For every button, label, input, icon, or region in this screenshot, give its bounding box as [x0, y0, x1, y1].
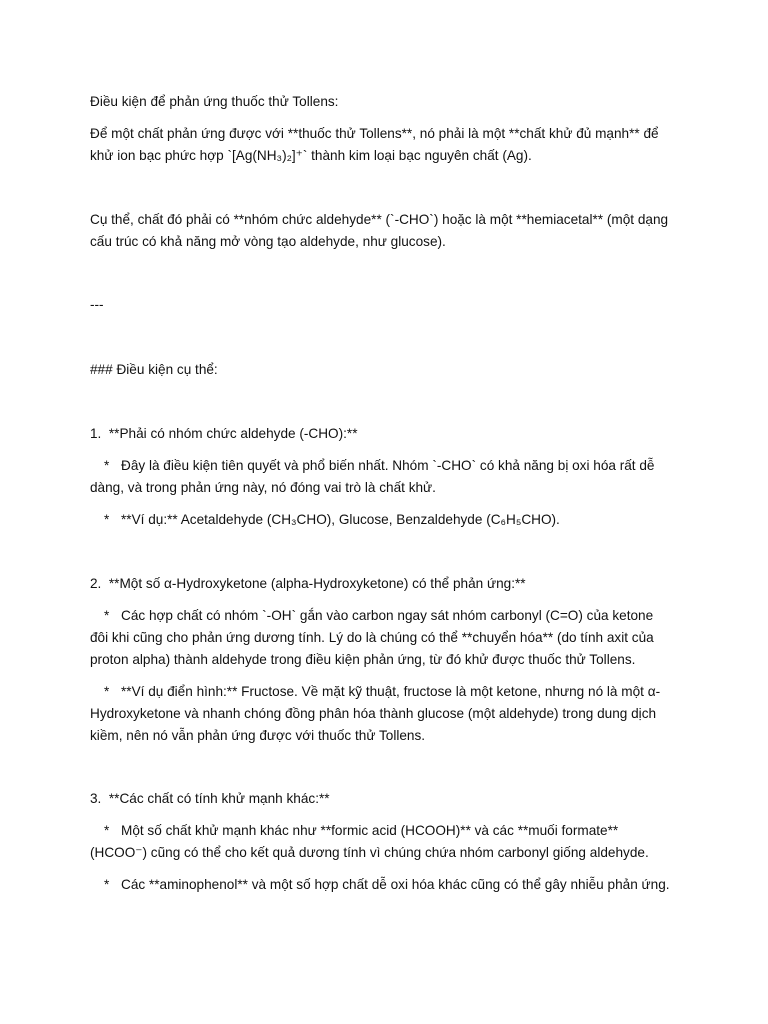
separator-line: ---: [90, 297, 104, 312]
bullet-text: **Ví dụ điển hình:** Fructose. Về mặt kỹ thuật, fructose là một ketone, nhưng nó là một α-Hydroxyketone và nhanh chóng đồng phân hóa thành glucose (một aldehyde) trong dung dịch kiềm, nên nó vẫn phản ứng được với thuốc thử Tollens.: [90, 684, 661, 743]
bullet-text: Các **aminophenol** và một số hợp chất dễ oxi hóa khác cũng có thể gây nhiễu phản ứng.: [121, 877, 670, 892]
item-2-heading: 2. **Một số α-Hydroxyketone (alpha-Hydroxyketone) có thể phản ứng:**: [90, 576, 526, 591]
item-2-bullet-1: [90, 605, 675, 671]
bullet-marker: *: [104, 512, 110, 527]
bullet-text: Một số chất khử mạnh khác như **formic acid (HCOOH)** và các **muối formate** (HCOO⁻) cũng có thể cho kết quả dương tính vì chúng chứa nhóm carbonyl giống aldehyde.: [90, 823, 649, 860]
item-2-bullet-2: [90, 681, 675, 747]
bullet-marker: *: [104, 684, 110, 699]
bullet-marker: *: [104, 608, 110, 623]
item-1-heading: 1. **Phải có nhóm chức aldehyde (-CHO):**: [90, 426, 358, 441]
item-3-bullet-2: [90, 874, 675, 896]
intro-paragraph: Để một chất phản ứng được với **thuốc thử Tollens**, nó phải là một **chất khử đủ mạnh** để khử ion bạc phức hợp `[Ag(NH₃)₂]⁺` thành kim loại bạc nguyên chất (Ag).: [90, 126, 663, 163]
bullet-marker: *: [104, 823, 110, 838]
bullet-marker: *: [104, 877, 110, 892]
section-heading: ### Điều kiện cụ thể:: [90, 362, 218, 377]
bullet-marker: *: [104, 458, 110, 473]
bullet-text: Các hợp chất có nhóm `-OH` gắn vào carbon ngay sát nhóm carbonyl (C=O) của ketone đôi khi cũng cho phản ứng dương tính. Lý do là chúng có thể **chuyển hóa** (do tính axit của proton alpha) thành aldehyde trong điều kiện phản ứng, từ đó khử được thuốc thử Tollens.: [90, 608, 658, 667]
item-1-bullet-1: [90, 455, 675, 499]
specific-paragraph: Cụ thể, chất đó phải có **nhóm chức aldehyde** (`-CHO`) hoặc là một **hemiacetal** (một dạng cấu trúc có khả năng mở vòng tạo aldehyde, như glucose).: [90, 212, 672, 249]
item-3-bullet-1: [90, 820, 675, 864]
item-3-heading: 3. **Các chất có tính khử mạnh khác:**: [90, 791, 330, 806]
bullet-text: Đây là điều kiện tiên quyết và phổ biến nhất. Nhóm `-CHO` có khả năng bị oxi hóa rất dễ dàng, và trong phản ứng này, nó đóng vai trò là chất khử.: [90, 458, 659, 495]
bullet-text: **Ví dụ:** Acetaldehyde (CH₃CHO), Glucose, Benzaldehyde (C₆H₅CHO).: [121, 512, 560, 527]
intro-heading: Điều kiện để phản ứng thuốc thử Tollens:: [90, 94, 339, 109]
item-1-bullet-2: [90, 509, 675, 531]
